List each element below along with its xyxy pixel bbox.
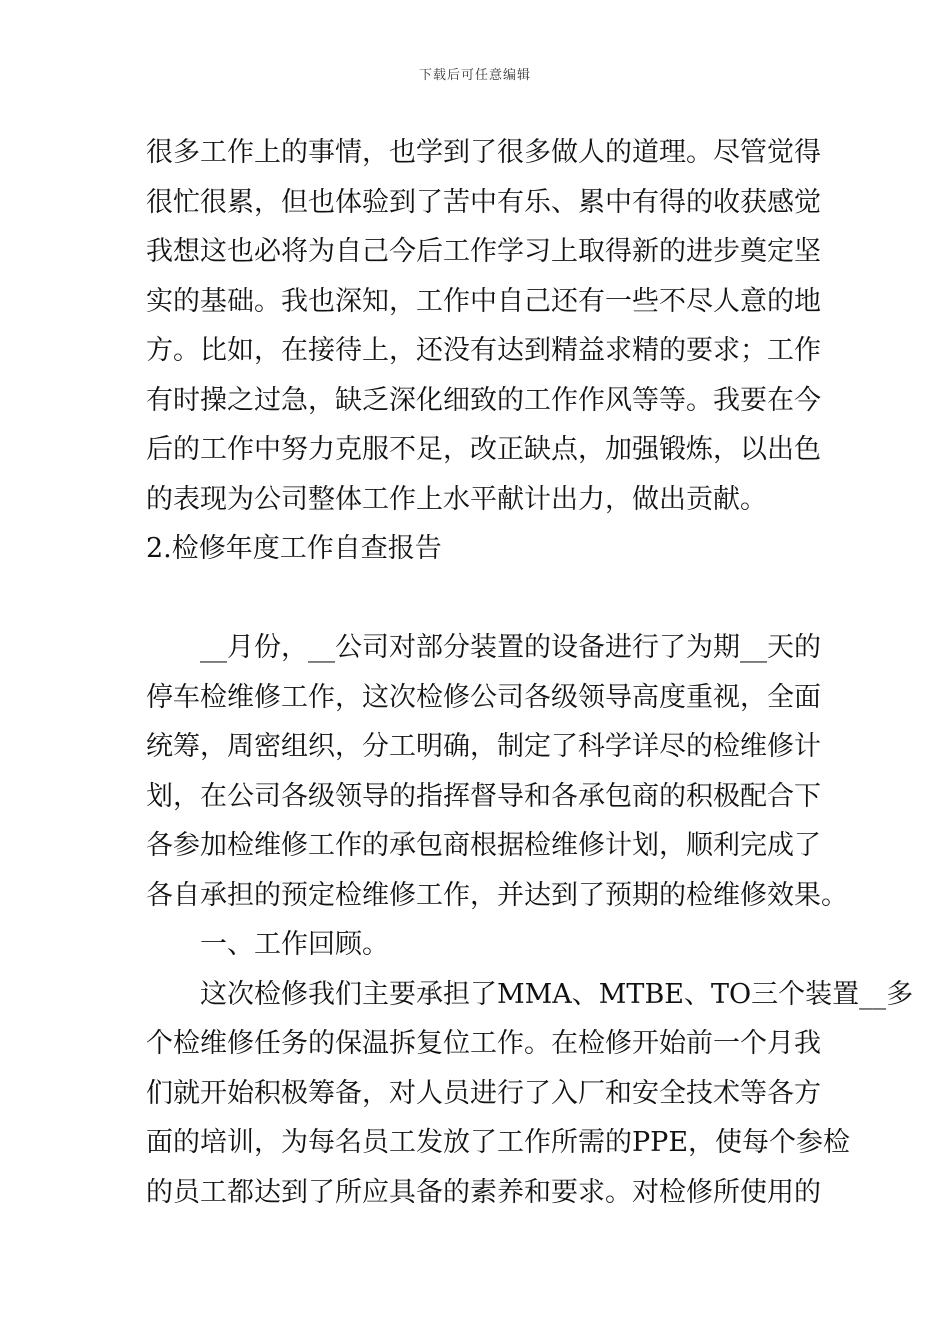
text-line: 的员工都达到了所应具备的素养和要求。对检修所使用的	[146, 1176, 821, 1208]
text-line: 个检维修任务的保温拆复位工作。在检修开始前一个月我	[146, 1028, 821, 1059]
section-title: 2.检修年度工作自查报告	[146, 533, 442, 564]
text-line: 的表现为公司整体工作上水平献计出力，做出贡献。	[146, 483, 767, 515]
text-line: 停车检维修工作，这次检修公司各级领导高度重视，全面	[146, 681, 821, 713]
text-line: 统筹，周密组织，分工明确，制定了科学详尽的检维修计	[146, 731, 821, 762]
text-line: 划，在公司各级领导的指挥督导和各承包商的积极配合下	[146, 780, 821, 812]
paragraph-intro	[146, 623, 848, 920]
text-line: 方。比如，在接待上，还没有达到精益求精的要求；工作	[146, 335, 821, 366]
paragraph-summary	[146, 128, 821, 524]
paragraph-review	[146, 970, 914, 1218]
text-line: 各参加检维修工作的承包商根据检维修计划，顺利完成了	[146, 830, 821, 861]
page-header: 下载后可任意编辑	[418, 68, 531, 83]
text-line: 各自承担的预定检维修工作，并达到了预期的检维修效果。	[146, 879, 848, 911]
subheading: 一、工作回顾。	[146, 929, 389, 960]
text-line: __月份，__公司对部分装置的设备进行了为期__天的	[146, 632, 821, 663]
text-line: 后的工作中努力克服不足，改正缺点，加强锻炼，以出色	[146, 434, 821, 465]
text-line: 有时操之过急，缺乏深化细致的工作作风等等。我要在今	[146, 384, 821, 416]
text-line: 这次检修我们主要承担了MMA、MTBE、TO三个装置__多	[146, 978, 914, 1010]
blank-line	[146, 574, 811, 624]
document-body	[146, 128, 914, 1217]
text-line: 们就开始积极筹备，对人员进行了入厂和安全技术等各方	[146, 1077, 821, 1109]
text-line: 面的培训，为每名员工发放了工作所需的PPE，使每个参检	[146, 1127, 851, 1158]
text-line: 很多工作上的事情，也学到了很多做人的道理。尽管觉得	[146, 137, 821, 168]
text-line: 很忙很累，但也体验到了苦中有乐、累中有得的收获感觉	[146, 186, 821, 218]
text-line: 我想这也必将为自己今后工作学习上取得新的进步奠定坚	[146, 236, 821, 267]
text-line: 实的基础。我也深知，工作中自己还有一些不尽人意的地	[146, 285, 821, 317]
